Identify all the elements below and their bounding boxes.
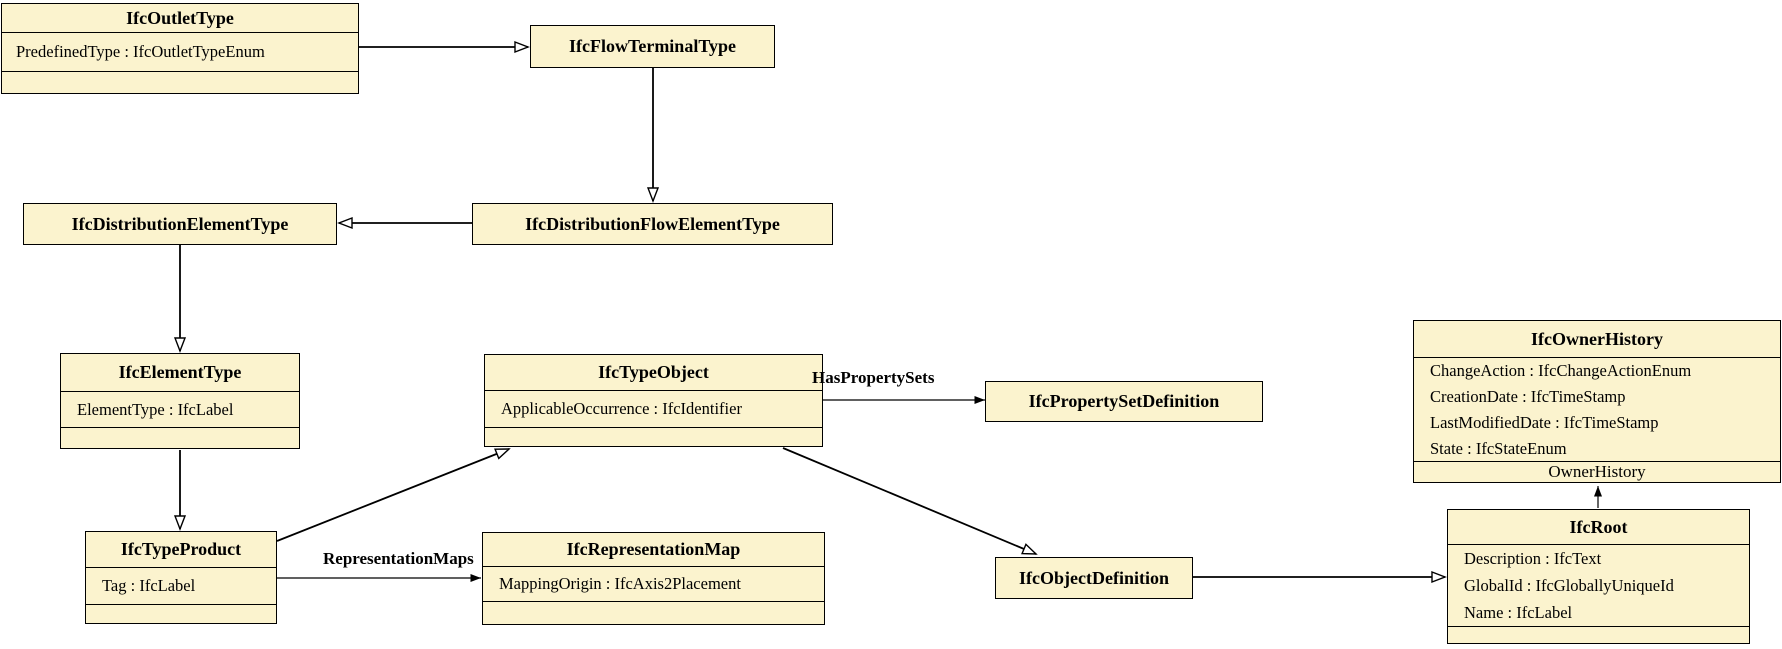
operations-compartment-empty	[2, 72, 358, 93]
class-title: IfcOutletType	[2, 4, 358, 33]
class-title: IfcRepresentationMap	[483, 533, 824, 567]
class-title: IfcPropertySetDefinition	[1028, 391, 1220, 411]
class-box-ifcobjectdefinition[interactable]	[995, 557, 1193, 599]
attribute: Description : IfcText	[1464, 549, 1602, 568]
class-attributes	[61, 392, 299, 428]
class-box-ifcroot[interactable]	[1447, 509, 1750, 644]
attribute: GlobalId : IfcGloballyUniqueId	[1464, 576, 1674, 595]
class-box-ifcpropertysetdefinition[interactable]	[985, 381, 1263, 422]
class-attributes	[86, 568, 276, 605]
attribute: ApplicableOccurrence : IfcIdentifier	[501, 399, 742, 418]
attribute: Tag : IfcLabel	[102, 576, 196, 595]
class-box-ifcelementtype[interactable]	[60, 353, 300, 449]
edge-typeproduct-typeobject	[277, 449, 509, 541]
class-box-ifcoutlettype[interactable]	[1, 3, 359, 94]
attribute: LastModifiedDate : IfcTimeStamp	[1430, 412, 1659, 432]
attribute: Name : IfcLabel	[1464, 603, 1573, 622]
attribute: ElementType : IfcLabel	[77, 399, 234, 419]
edge-label-representationmaps: RepresentationMaps	[323, 549, 474, 568]
class-box-ifcownerhistory[interactable]	[1413, 320, 1781, 483]
class-box-ifctypeproduct[interactable]	[85, 531, 277, 624]
class-box-ifcdistributionflowelementtype[interactable]	[472, 203, 833, 245]
operations-compartment-empty	[483, 602, 824, 624]
attribute: PredefinedType : IfcOutletTypeEnum	[16, 42, 265, 61]
operations-compartment-empty	[485, 428, 822, 446]
attribute: ChangeAction : IfcChangeActionEnum	[1430, 360, 1692, 380]
class-attributes	[1414, 358, 1780, 462]
operations-compartment-empty	[86, 605, 276, 623]
attribute: CreationDate : IfcTimeStamp	[1430, 386, 1626, 406]
class-title: IfcTypeProduct	[86, 532, 276, 568]
class-title: IfcFlowTerminalType	[569, 36, 736, 56]
class-title: IfcTypeObject	[485, 355, 822, 391]
class-box-ifcrepresentationmap[interactable]	[482, 532, 825, 625]
class-title: IfcObjectDefinition	[1019, 567, 1169, 588]
class-attributes	[485, 391, 822, 428]
class-attributes	[1448, 545, 1749, 627]
class-attributes	[2, 33, 358, 72]
attribute: MappingOrigin : IfcAxis2Placement	[499, 574, 741, 593]
class-title: IfcOwnerHistory	[1414, 321, 1780, 358]
class-title: IfcDistributionElementType	[71, 213, 289, 234]
class-title: IfcRoot	[1448, 510, 1749, 545]
class-box-ifcdistributionelementtype[interactable]	[23, 203, 337, 245]
class-attributes	[483, 567, 824, 602]
attribute: State : IfcStateEnum	[1430, 438, 1567, 458]
class-box-ifcflowterminaltype[interactable]	[530, 25, 775, 68]
association-label-ownerhistory: OwnerHistory	[1548, 462, 1646, 481]
class-box-ifctypeobject[interactable]	[484, 354, 823, 447]
operations-compartment-empty	[1448, 627, 1749, 643]
edge-label-haspropertysets: HasPropertySets	[812, 368, 935, 387]
class-title: IfcDistributionFlowElementType	[525, 213, 780, 234]
class-title: IfcElementType	[61, 354, 299, 392]
operations-compartment-empty	[61, 428, 299, 448]
